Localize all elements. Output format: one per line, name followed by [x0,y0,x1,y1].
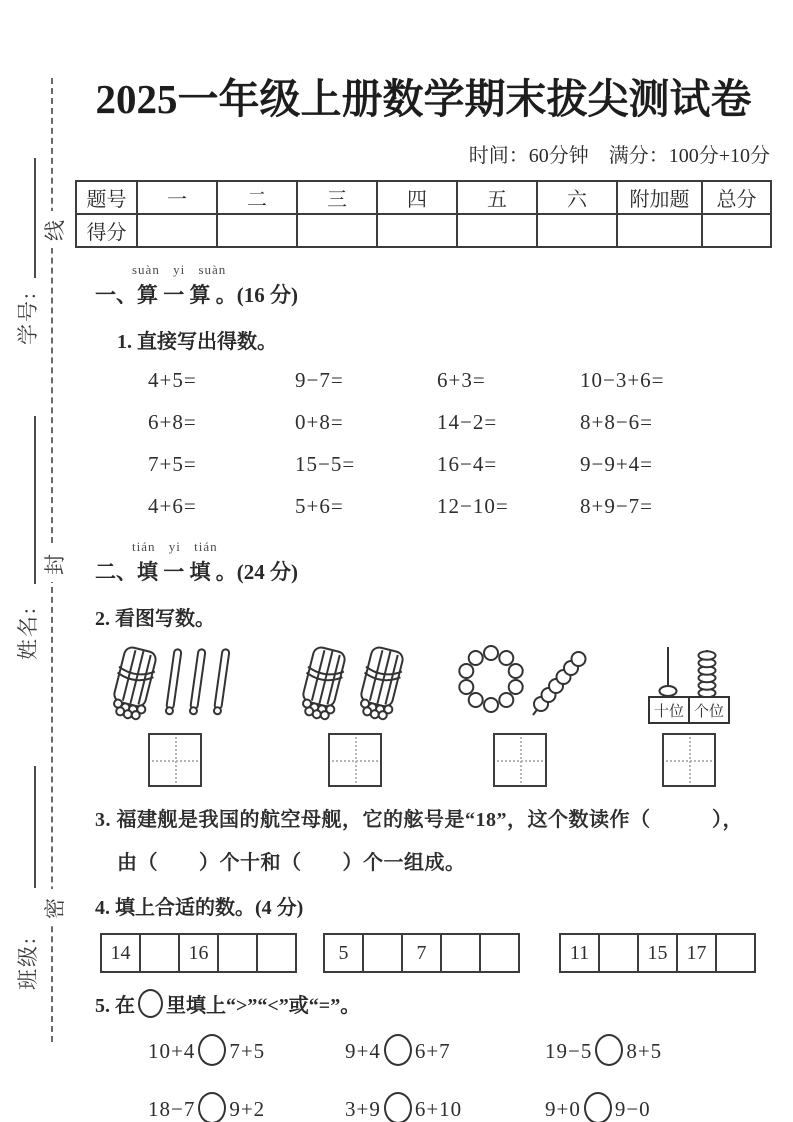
compare-right: 9−0 [614,1097,651,1122]
problem: 9−7= [295,368,344,393]
seal-char-mi: 密 [39,889,69,926]
problem: 4+5= [148,368,197,393]
sequence-cell: 14 [100,933,141,973]
comparison [148,1092,345,1122]
paper-content [75,72,772,1122]
question5-label-pre: 5. 在 [95,995,135,1018]
sequence-cell [598,933,639,973]
arithmetic-problems [148,368,772,519]
compare-circle-icon [584,1092,612,1122]
problem: 8+8−6= [580,410,654,435]
comparison [545,1034,772,1066]
score-header-cell: 总分 [702,181,771,214]
compare-circle-icon [138,989,163,1018]
compare-right: 8+5 [626,1039,663,1064]
score-header-cell: 三 [297,181,377,214]
abacus-16-image [605,643,772,725]
score-table-header-row [76,181,771,214]
sequence-cell [217,933,258,973]
compare-right: 9+2 [229,1097,266,1122]
sequence-strip-3 [559,933,756,973]
question5-label-post: 里填上“>”“<”或“=”。 [166,995,361,1018]
problem: 8+9−7= [580,494,654,519]
score-header-cell: 一 [137,181,217,214]
name-blank-line [34,416,36,584]
paper-title: 2025一年级上册数学期末拔尖测试卷 [95,76,752,122]
compare-circle-icon [595,1034,623,1066]
time-score-info: 时间：60分钟 满分：100分+10分 [468,145,770,168]
sticks-13-image [75,643,275,725]
score-header-cell: 二 [217,181,297,214]
comparison [345,1034,545,1066]
problem: 16−4= [437,452,498,477]
sequence-strip-1 [100,933,297,973]
problem: 10−3+6= [580,368,665,393]
compare-right: 6+10 [414,1097,463,1122]
problem: 15−5= [295,452,356,477]
sticks-20-image [275,643,435,725]
comparison [148,1034,345,1066]
seal-char-feng: 封 [39,545,69,582]
count-pictures-row [75,643,772,727]
answer-box [493,733,547,787]
problem: 6+8= [148,410,197,435]
score-header-cell: 题号 [76,181,137,214]
problem: 12−10= [437,494,509,519]
score-empty-cell [537,214,617,247]
sequence-cell: 11 [559,933,600,973]
question3-line2: 由（ ）个十和（ ）个一组成。 [117,852,466,875]
answer-box [328,733,382,787]
score-empty-cell [457,214,537,247]
sequence-cell [715,933,756,973]
seal-char-xian: 线 [39,211,69,248]
sequence-cell [440,933,481,973]
sequence-cell [362,933,403,973]
score-header-cell: 六 [537,181,617,214]
compare-left: 10+4 [148,1039,196,1064]
score-header-cell: 附加题 [617,181,702,214]
sequence-cell [256,933,297,973]
problem: 0+8= [295,410,344,435]
answer-box [662,733,716,787]
score-header-cell: 五 [457,181,537,214]
score-empty-cell [702,214,771,247]
sequence-cell [139,933,180,973]
problem: 9−9+4= [580,452,654,477]
sequence-cell [479,933,520,973]
comparison [545,1092,772,1122]
question5-label [95,989,772,1018]
sequence-cell: 5 [323,933,364,973]
compare-left: 19−5 [545,1039,593,1064]
problem: 6+3= [437,368,486,393]
sequence-strip-2 [323,933,520,973]
number-sequence-strips [100,933,772,973]
abacus-ones-label: 个位 [693,704,724,721]
problem: 14−2= [437,410,498,435]
score-empty-cell [297,214,377,247]
score-row-label: 得分 [76,214,137,247]
compare-left: 9+0 [545,1097,581,1122]
problem: 4+6= [148,494,197,519]
abacus-tens-label: 十位 [653,704,684,721]
comparison [345,1092,545,1122]
compare-right: 7+5 [229,1039,266,1064]
compare-circle-icon [384,1092,412,1122]
section1-pinyin: suàn yi suàn [132,262,227,278]
question2-label: 2. 看图写数。 [95,608,215,631]
compare-left: 18−7 [148,1097,196,1122]
compare-right: 6+7 [414,1039,451,1064]
problem: 5+6= [295,494,344,519]
score-empty-cell [617,214,702,247]
compare-circle-icon [384,1034,412,1066]
question1-label: 1. 直接写出得数。 [117,331,277,354]
name-label: 姓名: [16,606,40,660]
score-empty-cell [217,214,297,247]
compare-circle-icon [198,1034,226,1066]
section2-heading: 二、填 一 填 。(24 分) [95,560,298,585]
beads-16-image [435,643,605,723]
compare-left: 3+9 [345,1097,381,1122]
score-table-score-row [76,214,771,247]
compare-circle-icon [198,1092,226,1122]
sequence-cell: 17 [676,933,717,973]
class-blank-line [34,766,36,888]
class-label: 班级: [16,936,40,990]
student-id-blank-line [34,158,36,278]
student-id-label: 学号: [16,291,40,345]
question3-line1: 3. 福建舰是我国的航空母舰，它的舷号是“18”，这个数读作（ ）， [95,809,743,832]
answer-box-row [75,733,772,787]
question4-label: 4. 填上合适的数。(4 分) [95,897,304,920]
score-table [75,180,772,248]
score-header-cell: 四 [377,181,457,214]
score-empty-cell [137,214,217,247]
score-empty-cell [377,214,457,247]
section1-heading: 一、算 一 算 。(16 分) [95,283,298,308]
problem: 7+5= [148,452,197,477]
sequence-cell: 7 [401,933,442,973]
comparison-problems [148,1034,772,1122]
sequence-cell: 16 [178,933,219,973]
answer-box [148,733,202,787]
compare-left: 9+4 [345,1039,381,1064]
sequence-cell: 15 [637,933,678,973]
section2-pinyin: tián yi tián [132,539,218,555]
